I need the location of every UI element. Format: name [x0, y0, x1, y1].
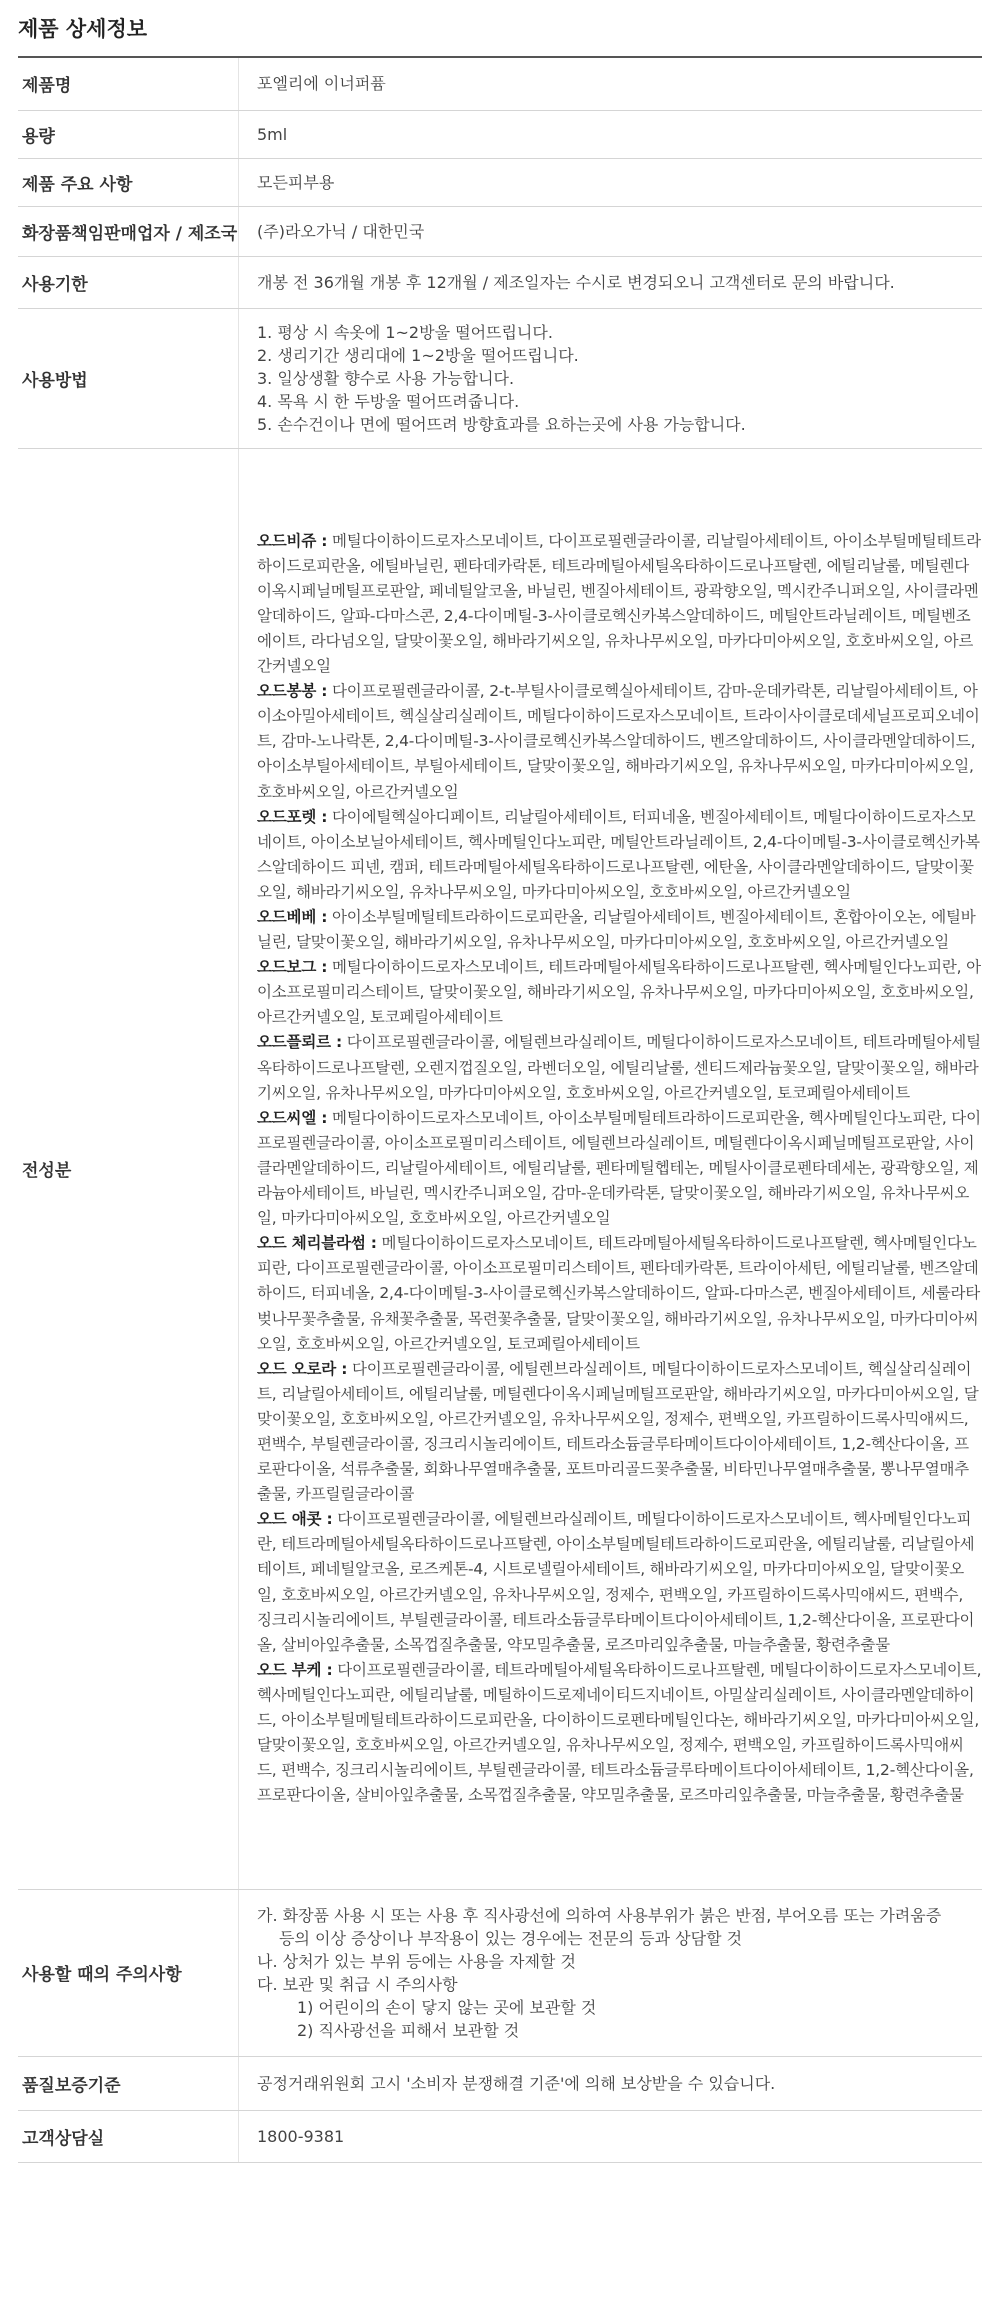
product-info-table: [18, 58, 982, 2163]
ingredient-list: 다이프로필렌글라이콜, 에틸렌브라실레이트, 메틸다이하이드로자스모네이트, 테트라메틸아세틸옥타하이드로나프탈렌, 오렌지껍질오일, 라벤더오일, 에틸리날룰, 센티드제라늄꽃오일, 달맞이꽃오일, 해바라기씨오일, 유차나무씨오일, 마카다미아씨오일, 호호바씨오일, 아르간커넬오일, 토코페릴아세테이트: [257, 1033, 981, 1102]
ingredient-list: 메틸다이하이드로자스모네이트, 아이소부틸메틸테트라하이드로피란올, 헥사메틸인다노피란, 다이프로필렌글라이콜, 아이소프로필미리스테이트, 에틸렌브라실레이트, 메틸렌다이옥시페닐메틸프로판알, 사이클라멘알데하이드, 리날릴아세테이트, 에틸리날룰, 펜타메틸헵테논, 메틸사이클로펜타데세논, 광곽향오일, 제라늄아세테이트, 바닐린, 멕시칸주니퍼오일, 감마-운데카락톤, 달맞이꽃오일, 해바라기씨오일, 유차나무씨오일, 마카다미아씨오일, 호호바씨오일, 아르간커넬오일: [257, 1108, 981, 1228]
label-quality: 품질보증기준: [18, 2056, 239, 2110]
ingredient-scent-name: 오드보그 :: [257, 958, 328, 977]
ingredient-list: 메틸다이하이드로자스모네이트, 테트라메틸아세틸옥타하이드로나프탈렌, 헥사메틸인다노피란, 다이프로필렌글라이콜, 아이소프로필미리스테이트, 펜타데카락톤, 트라이아세틴, 에틸리날룰, 벤즈알데하이드, 터피네올, 2,4-다이메틸-3-사이클로헥신카복스알데하이드, 알파-다마스콘, 벤질아세테이트, 세룰라타벚나무꽃추출물, 유채꽃추출물, 목련꽃추출물, 달맞이꽃오일, 해바라기씨오일, 유차나무씨오일, 마카다미아씨오일, 호호바씨오일, 아르간커넬오일, 토코페릴아세테이트: [257, 1234, 981, 1353]
row-usage: [18, 308, 982, 448]
row-customer-service: [18, 2110, 982, 2162]
ingredient-scent-name: 오드봉봉 :: [257, 682, 328, 701]
ingredient-block: [257, 805, 982, 905]
label-customer-service: 고객상담실: [18, 2110, 239, 2162]
ingredient-scent-name: 오드플뢰르 :: [257, 1033, 343, 1052]
ingredient-list: 다이프로필렌글라이콜, 에틸렌브라실레이트, 메틸다이하이드로자스모네이트, 헥사메틸인다노피란, 테트라메틸아세틸옥타하이드로나프탈렌, 아이소부틸메틸테트라하이드로피란올, 에틸리날룰, 리날릴아세테이트, 페네틸알코올, 로즈케톤-4, 시트로넬릴아세테이트, 해바라기씨오일, 마카다미아씨오일, 달맞이꽃오일, 호호바씨오일, 아르간커넬오일, 유차나무씨오일, 정제수, 편백오일, 카프릴하이드록사믹애씨드, 편백수, 징크리시놀리에이트, 부틸렌글라이콜, 테트라소듐글루타메이트다이아세테이트, 1,2-헥산다이올, 프로판다이올, 살비아잎추출물, 소목껍질추출물, 약모밀추출물, 로즈마리잎추출물, 마늘추출물, 황련추출물: [257, 1510, 975, 1654]
row-product-name: [18, 58, 982, 110]
value-maker: (주)라오가닉 / 대한민국: [239, 206, 983, 256]
value-ingredients: [239, 448, 983, 1889]
caution-line: 등의 이상 증상이나 부작용이 있는 경우에는 전문의 등과 상담할 것: [279, 1928, 743, 1948]
row-spec: [18, 158, 982, 206]
ingredient-scent-name: 오드베베 :: [257, 908, 328, 927]
label-spec: 제품 주요 사항: [18, 158, 239, 206]
label-expiry: 사용기한: [18, 256, 239, 308]
ingredient-block: [257, 529, 982, 680]
ingredient-block: [257, 1106, 982, 1231]
value-product-name: 포엘리에 이너퍼퓸: [239, 58, 983, 110]
section-title: 제품 상세정보: [18, 0, 982, 58]
value-expiry: 개봉 전 36개월 개봉 후 12개월 / 제조일자는 수시로 변경되오니 고객센터로 문의 바랍니다.: [239, 256, 983, 308]
row-quality: [18, 2056, 982, 2110]
row-expiry: [18, 256, 982, 308]
label-usage: 사용방법: [18, 308, 239, 448]
value-spec: 모든피부용: [239, 158, 983, 206]
caution-line: 다. 보관 및 취급 시 주의사항: [257, 1974, 458, 1994]
label-maker: 화장품책임판매업자 / 제조국: [18, 206, 239, 256]
ingredient-block: [257, 905, 982, 955]
ingredient-list: 다이프로필렌글라이콜, 에틸렌브라실레이트, 메틸다이하이드로자스모네이트, 헥실살리실레이트, 리날릴아세테이트, 에틸리날룰, 메틸렌다이옥시페닐메틸프로판알, 해바라기씨오일, 마카다미아씨오일, 달맞이꽃오일, 호호바씨오일, 아르간커넬오일, 유차나무씨오일, 정제수, 편백오일, 카프릴하이드록사믹애씨드, 편백수, 부틸렌글라이콜, 징크리시놀리에이트, 테트라소듐글루타메이트다이아세테이트, 1,2-헥산다이올, 프로판다이올, 석류추출물, 회화나무열매추출물, 포트마리골드꽃추출물, 비타민나무열매추출물, 뽕나무열매추출물, 카프릴릴글라이콜: [257, 1359, 979, 1504]
usage-step: 5. 손수건이나 면에 떨어뜨려 방향효과를 요하는곳에 사용 가능합니다.: [257, 414, 746, 434]
caution-line: 가. 화장품 사용 시 또는 사용 후 직사광선에 의하여 사용부위가 붉은 반점, 부어오름 또는 가려움증: [257, 1905, 942, 1925]
value-usage: [239, 308, 983, 448]
usage-step: 2. 생리기간 생리대에 1~2방울 떨어뜨립니다.: [257, 345, 579, 365]
caution-line: 나. 상처가 있는 부위 등에는 사용을 자제할 것: [257, 1951, 576, 1971]
value-quality: 공정거래위원회 고시 '소비자 분쟁해결 기준'에 의해 보상받을 수 있습니다.: [239, 2056, 983, 2110]
ingredient-block: [257, 955, 982, 1030]
row-volume: [18, 110, 982, 158]
ingredient-scent-name: 오드 애콧 :: [257, 1510, 333, 1529]
ingredient-block: [257, 1231, 982, 1356]
caution-line: 1) 어린이의 손이 닿지 않는 곳에 보관할 것: [297, 1997, 597, 2017]
ingredient-scent-name: 오드 오로라 :: [257, 1359, 348, 1378]
row-caution: [18, 1889, 982, 2056]
ingredient-scent-name: 오드씨엘 :: [257, 1108, 328, 1127]
label-ingredients: 전성분: [18, 448, 239, 1889]
row-ingredients: [18, 448, 982, 1889]
ingredient-scent-name: 오드 부케 :: [257, 1660, 333, 1679]
ingredient-block: [257, 1507, 982, 1658]
label-product-name: 제품명: [18, 58, 239, 110]
ingredient-scent-name: 오드비쥬 :: [257, 531, 328, 550]
caution-line: 2) 직사광선을 피해서 보관할 것: [297, 2020, 520, 2040]
ingredient-list: 메틸다이하이드로자스모네이트, 다이프로필렌글라이콜, 리날릴아세테이트, 아이소부틸메틸테트라하이드로피란올, 에틸바닐린, 펜타데카락톤, 테트라메틸아세틸옥타하이드로나프탈렌, 에틸리날룰, 메틸렌다이옥시페닐메틸프로판알, 페네틸알코올, 바닐린, 벤질아세테이트, 광곽향오일, 멕시칸주니퍼오일, 사이클라멘알데하이드, 알파-다마스콘, 2,4-다이메틸-3-사이클로헥신카복스알데하이드, 메틸안트라닐레이트, 메틸벤조에이트, 라다넘오일, 달맞이꽃오일, 해바라기씨오일, 유차나무씨오일, 마카다미아씨오일, 호호바씨오일, 아르간커넬오일: [257, 531, 981, 676]
label-volume: 용량: [18, 110, 239, 158]
value-caution: [239, 1889, 983, 2056]
value-volume: 5ml: [239, 110, 983, 158]
ingredient-block: [257, 1658, 982, 1809]
ingredient-list: 다이에틸헥실아디페이트, 리날릴아세테이트, 터피네올, 벤질아세테이트, 메틸다이하이드로자스모네이트, 아이소보닐아세테이트, 헥사메틸인다노피란, 메틸안트라닐레이트, 2,4-다이메틸-3-사이클로헥신카복스알데하이드 피넨, 캠퍼, 테트라메틸아세틸옥타하이드로나프탈렌, 에탄올, 사이클라멘알데하이드, 달맞이꽃오일, 해바라기씨오일, 유차나무씨오일, 마카다미아씨오일, 호호바씨오일, 아르간커넬오일: [257, 807, 980, 901]
ingredient-list: 아이소부틸메틸테트라하이드로피란올, 리날릴아세테이트, 벤질아세테이트, 혼합아이오논, 에틸바닐린, 달맞이꽃오일, 해바라기씨오일, 유차나무씨오일, 마카다미아씨오일, 호호바씨오일, 아르간커넬오일: [257, 908, 976, 952]
ingredient-block: [257, 1030, 982, 1105]
row-maker: [18, 206, 982, 256]
ingredient-list: 메틸다이하이드로자스모네이트, 테트라메틸아세틸옥타하이드로나프탈렌, 헥사메틸인다노피란, 아이소프로필미리스테이트, 달맞이꽃오일, 해바라기씨오일, 유차나무씨오일, 마카다미아씨오일, 호호바씨오일, 아르간커넬오일, 토코페릴아세테이트: [257, 958, 981, 1027]
ingredient-list: 다이프로필렌글라이콜, 테트라메틸아세틸옥타하이드로나프탈렌, 메틸다이하이드로자스모네이트, 헥사메틸인다노피란, 에틸리날룰, 메틸하이드로제네이티드지네이트, 아밀살리실레이트, 사이클라멘알데하이드, 아이소부틸메틸테트라하이드로피란올, 다이하이드로펜타메틸인다논, 해바라기씨오일, 마카다미아씨오일, 달맞이꽃오일, 호호바씨오일, 아르간커넬오일, 유차나무씨오일, 정제수, 편백오일, 카프릴하이드록사믹애씨드, 편백수, 징크리시놀리에이트, 부틸렌글라이콜, 테트라소듐글루타메이트다이아세테이트, 1,2-헥산다이올, 프로판다이올, 살비아잎추출물, 소목껍질추출물, 약모밀추출물, 로즈마리잎추출물, 마늘추출물, 황련추출물: [257, 1660, 982, 1805]
ingredient-list: 다이프로필렌글라이콜, 2-t-부틸사이클로헥실아세테이트, 감마-운데카락톤, 리날릴아세테이트, 아이소아밀아세테이트, 헥실살리실레이트, 메틸다이하이드로자스모네이트, 트라이사이클로데세닐프로피오네이트, 감마-노나락톤, 2,4-다이메틸-3-사이클로헥신카복스알데하이드, 벤즈알데하이드, 사이클라멘알데하이드, 아이소부틸아세테이트, 부틸아세테이트, 달맞이꽃오일, 해바라기씨오일, 유차나무씨오일, 마카다미아씨오일, 호호바씨오일, 아르간커넬오일: [257, 682, 980, 801]
ingredient-scent-name: 오드포렛 :: [257, 807, 328, 826]
ingredient-block: [257, 679, 982, 804]
value-customer-service: 1800-9381: [239, 2110, 983, 2162]
ingredient-block: [257, 1357, 982, 1508]
usage-step: 4. 목욕 시 한 두방울 떨어뜨려줍니다.: [257, 391, 520, 411]
usage-step: 3. 일상생활 향수로 사용 가능합니다.: [257, 368, 515, 388]
ingredient-scent-name: 오드 체리블라썸 :: [257, 1234, 377, 1253]
label-caution: 사용할 때의 주의사항: [18, 1889, 239, 2056]
usage-step: 1. 평상 시 속옷에 1~2방울 떨어뜨립니다.: [257, 322, 553, 342]
